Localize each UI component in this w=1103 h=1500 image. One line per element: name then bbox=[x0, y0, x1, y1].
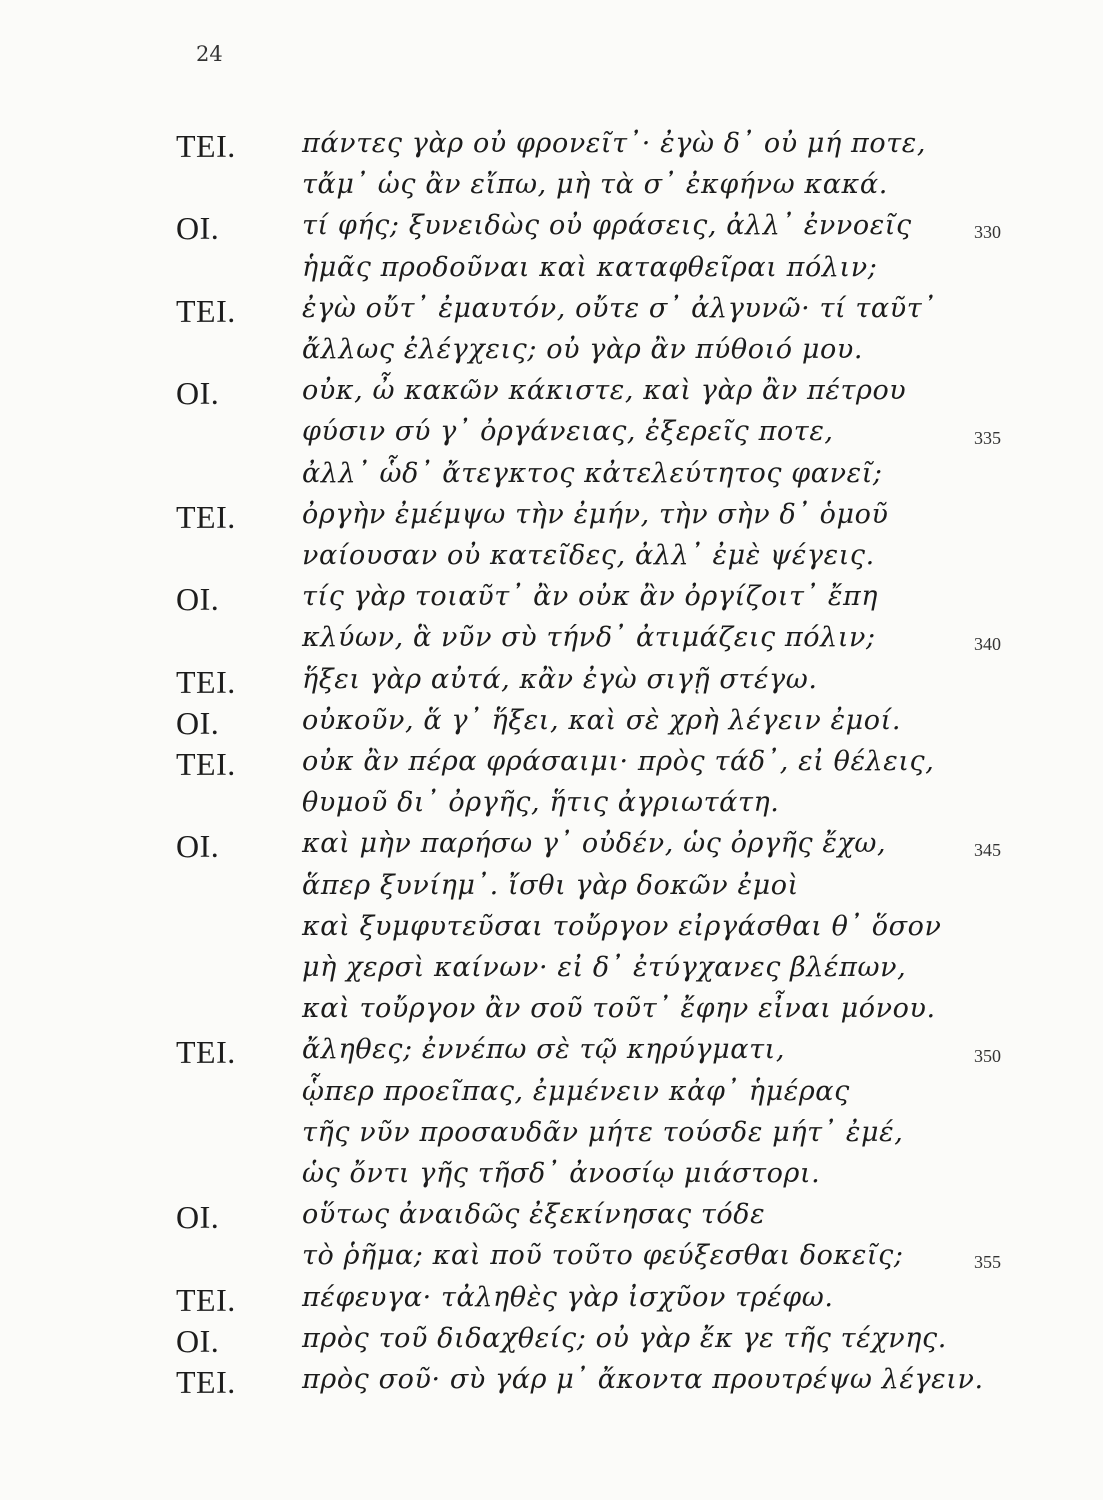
verse-text: καὶ μὴν παρήσω γ᾽ οὐδέν, ὡς ὀργῆς ἔχω, bbox=[302, 828, 887, 860]
verse-line bbox=[0, 664, 1103, 700]
verse-text: θυμοῦ δι᾽ ὀργῆς, ἥτις ἀγριωτάτη. bbox=[302, 787, 780, 819]
speaker-label: ΤΕΙ. bbox=[176, 1364, 236, 1400]
speaker-label: ΟΙ. bbox=[176, 828, 220, 865]
verse-line bbox=[0, 499, 1103, 535]
verse-text: τἄμ᾽ ὡς ἂν εἴπω, μὴ τὰ σ᾽ ἐκφήνω κακά. bbox=[302, 169, 888, 201]
verse-text: ἄλλως ἐλέγχεις; οὐ γὰρ ἂν πύθοιό μου. bbox=[302, 334, 864, 365]
verse-line bbox=[0, 375, 1103, 411]
speaker-label: ΤΕΙ. bbox=[176, 498, 236, 535]
verse-text: κλύων, ἃ νῦν σὺ τήνδ᾽ ἀτιμάζεις πόλιν; bbox=[302, 622, 876, 654]
speaker-label: ΤΕΙ. bbox=[176, 663, 236, 700]
line-number: 330 bbox=[974, 222, 1001, 243]
verse-text: καὶ ξυμφυτεῦσαι τοὔργον εἰργάσθαι θ᾽ ὅσον bbox=[302, 910, 942, 942]
verse-line bbox=[0, 1364, 1103, 1400]
verse-text: φύσιν σύ γ᾽ ὀργάνειας, ἐξερεῖς ποτε, bbox=[302, 416, 834, 448]
verse-text: καὶ τοὔργον ἂν σοῦ τοῦτ᾽ ἔφην εἶναι μόνου. bbox=[302, 993, 936, 1025]
verse-line bbox=[0, 1323, 1103, 1359]
verse-text: τῆς νῦν προσαυδᾶν μήτε τούσδε μήτ᾽ ἐμέ, bbox=[302, 1116, 904, 1148]
verse-line bbox=[0, 911, 1103, 947]
verse-text: ἡμᾶς προδοῦναι καὶ καταφθεῖραι πόλιν; bbox=[302, 251, 878, 283]
verse-line bbox=[0, 540, 1103, 576]
line-number: 355 bbox=[974, 1252, 1001, 1273]
verse-line bbox=[0, 128, 1103, 164]
verse-text: οὕτως ἀναιδῶς ἐξεκίνησας τόδε bbox=[302, 1199, 766, 1231]
verse-text: ὡς ὄντι γῆς τῆσδ᾽ ἀνοσίῳ μιάστορι. bbox=[302, 1158, 821, 1189]
verse-line bbox=[0, 293, 1103, 329]
speaker-label: ΤΕΙ. bbox=[176, 128, 236, 164]
verse-text: τὸ ῥῆμα; καὶ ποῦ τοῦτο φεύξεσθαι δοκεῖς; bbox=[302, 1240, 904, 1272]
verse-text: τίς γὰρ τοιαῦτ᾽ ἂν οὐκ ἂν ὀργίζοιτ᾽ ἔπη bbox=[302, 581, 879, 613]
page-number: 24 bbox=[196, 42, 223, 66]
verse-line bbox=[0, 622, 1103, 658]
verse-text: ὀργὴν ἐμέμψω τὴν ἐμήν, τὴν σὴν δ᾽ ὁμοῦ bbox=[302, 498, 889, 530]
verse-line bbox=[0, 787, 1103, 823]
verse-line bbox=[0, 705, 1103, 741]
verse-text: ἄληθες; ἐννέπω σὲ τῷ κηρύγματι, bbox=[302, 1034, 786, 1066]
line-number: 340 bbox=[974, 634, 1001, 655]
verse-line bbox=[0, 952, 1103, 988]
verse-line bbox=[0, 210, 1103, 246]
line-number: 335 bbox=[974, 428, 1001, 449]
verse-line bbox=[0, 416, 1103, 452]
verse-line bbox=[0, 1034, 1103, 1070]
verse-text: ᾧπερ προεῖπας, ἐμμένειν κἀφ᾽ ἡμέρας bbox=[302, 1075, 850, 1107]
verse-text: ἅπερ ξυνίημ᾽. ἴσθι γὰρ δοκῶν ἐμοὶ bbox=[302, 869, 799, 901]
line-number: 350 bbox=[974, 1046, 1001, 1067]
verse-line bbox=[0, 458, 1103, 494]
verse-text: ἐγὼ οὔτ᾽ ἐμαυτόν, οὔτε σ᾽ ἀλγυνῶ· τί ταῦτ᾽ bbox=[302, 292, 937, 324]
verse-text: μὴ χερσὶ καίνων· εἰ δ᾽ ἐτύγχανες βλέπων, bbox=[302, 952, 907, 983]
speaker-label: ΟΙ. bbox=[176, 581, 220, 618]
speaker-label: ΤΕΙ. bbox=[176, 292, 236, 329]
speaker-label: ΟΙ. bbox=[176, 704, 220, 741]
verse-text: πρὸς τοῦ διδαχθείς; οὐ γὰρ ἔκ γε τῆς τέχνης. bbox=[302, 1322, 947, 1354]
verse-line bbox=[0, 252, 1103, 288]
verse-line bbox=[0, 1117, 1103, 1153]
speaker-label: ΟΙ. bbox=[176, 375, 220, 412]
verse-line bbox=[0, 828, 1103, 864]
speaker-label: ΟΙ. bbox=[176, 210, 220, 247]
verse-line bbox=[0, 1240, 1103, 1276]
verse-line bbox=[0, 993, 1103, 1029]
verse-line bbox=[0, 1282, 1103, 1318]
speaker-label: ΟΙ. bbox=[176, 1322, 220, 1359]
verse-text: οὐκ, ὦ κακῶν κάκιστε, καὶ γὰρ ἂν πέτρου bbox=[302, 375, 907, 407]
verse-line bbox=[0, 1199, 1103, 1235]
verse-text: πρὸς σοῦ· σὺ γάρ μ᾽ ἄκοντα προυτρέψω λέγειν. bbox=[302, 1364, 984, 1395]
verse-text: ἀλλ᾽ ὧδ᾽ ἄτεγκτος κἀτελεύτητος φανεῖ; bbox=[302, 457, 883, 489]
verse-text: οὐκοῦν, ἅ γ᾽ ἥξει, καὶ σὲ χρὴ λέγειν ἐμοί. bbox=[302, 704, 902, 736]
verse-line bbox=[0, 1158, 1103, 1194]
speaker-label: ΟΙ. bbox=[176, 1199, 220, 1236]
verse-line bbox=[0, 746, 1103, 782]
speaker-label: ΤΕΙ. bbox=[176, 746, 236, 782]
verse-line bbox=[0, 581, 1103, 617]
speaker-label: ΤΕΙ. bbox=[176, 1034, 236, 1071]
verse-line bbox=[0, 334, 1103, 370]
verse-text: οὐκ ἂν πέρα φράσαιμι· πρὸς τάδ᾽, εἰ θέλεις, bbox=[302, 746, 935, 777]
verse-text: πάντες γὰρ οὐ φρονεῖτ᾽· ἐγὼ δ᾽ οὐ μή ποτε, bbox=[302, 128, 927, 159]
line-number: 345 bbox=[974, 840, 1001, 861]
verse-text: τί φής; ξυνειδὼς οὐ φράσεις, ἀλλ᾽ ἐννοεῖς bbox=[302, 210, 912, 242]
verse-text: πέφευγα· τἀληθὲς γὰρ ἰσχῦον τρέφω. bbox=[302, 1281, 834, 1313]
verse-line bbox=[0, 1076, 1103, 1112]
verse-text: ναίουσαν οὐ κατεῖδες, ἀλλ᾽ ἐμὲ ψέγεις. bbox=[302, 540, 875, 571]
speaker-label: ΤΕΙ. bbox=[176, 1281, 236, 1318]
verse-line bbox=[0, 169, 1103, 205]
verse-text: ἥξει γὰρ αὐτά, κἂν ἐγὼ σιγῇ στέγω. bbox=[302, 663, 818, 695]
verse-line bbox=[0, 870, 1103, 906]
